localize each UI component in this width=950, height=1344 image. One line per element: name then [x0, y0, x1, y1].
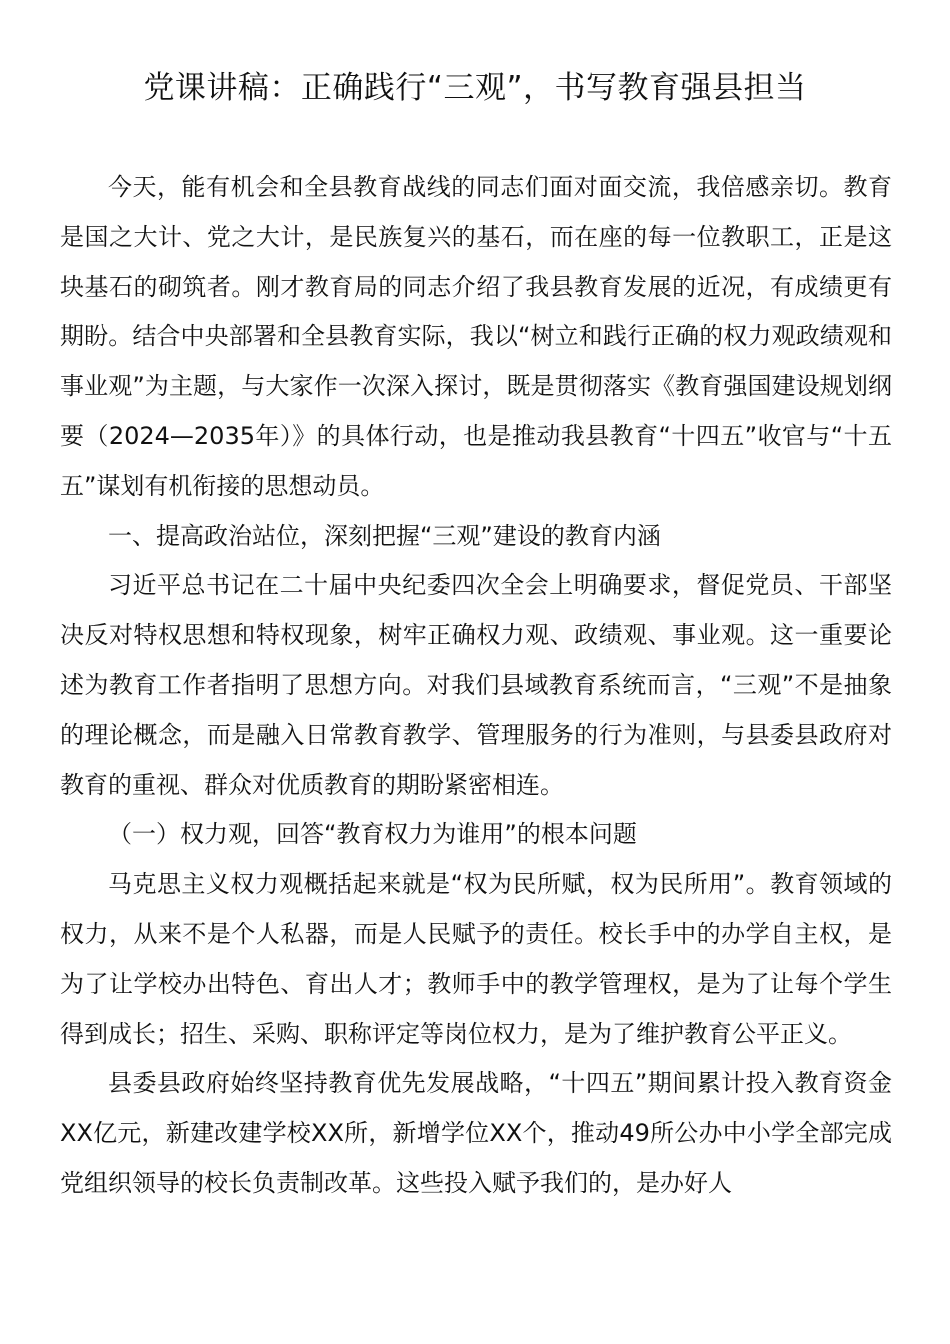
subsection-heading-1: （一）权力观，回答“教育权力为谁用”的根本问题 [108, 820, 637, 849]
document-body [60, 163, 892, 1209]
paragraph-section-1: 习近平总书记在二十届中央纪委四次全会上明确要求，督促党员、干部坚决反对特权思想和特权现象，树牢正确权力观、政绩观、事业观。这一重要论述为教育工作者指明了思想方向。对我们县域教育系统而言，“三观”不是抽象的理论概念，而是融入日常教育教学、管理服务的行为准则，与县委县政府对教育的重视、群众对优质教育的期盼紧密相连。 [60, 571, 892, 799]
paragraph-intro: 今天，能有机会和全县教育战线的同志们面对面交流，我倍感亲切。教育是国之大计、党之大计，是民族复兴的基石，而在座的每一位教职工，正是这块基石的砌筑者。刚才教育局的同志介绍了我县教育发展的近况，有成绩更有期盼。结合中央部署和全县教育实际，我以“树立和践行正确的权力观政绩观和事业观”为主题，与大家作一次深入探讨，既是贯彻落实《教育强国建设规划纲要（2024—2035年）》的具体行动，也是推动我县教育“十四五”收官与“十五五”谋划有机衔接的思想动员。 [60, 173, 892, 500]
section-heading-1: 一、提高政治站位，深刻把握“三观”建设的教育内涵 [108, 521, 661, 550]
paragraph-investment: 县委县政府始终坚持教育优先发展战略，“十四五”期间累计投入教育资金XX亿元，新建改建学校XX所，新增学位XX个，推动49所公办中小学全部完成党组织领导的校长负责制改革。这些投入赋予我们的，是办好人 [60, 1069, 892, 1197]
paragraph-power-view: 马克思主义权力观概括起来就是“权为民所赋，权为民所用”。教育领域的权力，从来不是个人私器，而是人民赋予的责任。校长手中的办学自主权，是为了让学校办出特色、育出人才；教师手中的教学管理权，是为了让每个学生得到成长；招生、采购、职称评定等岗位权力，是为了维护教育公平正义。 [60, 870, 892, 1048]
page-title: 党课讲稿：正确践行“三观”，书写教育强县担当 [143, 70, 807, 106]
